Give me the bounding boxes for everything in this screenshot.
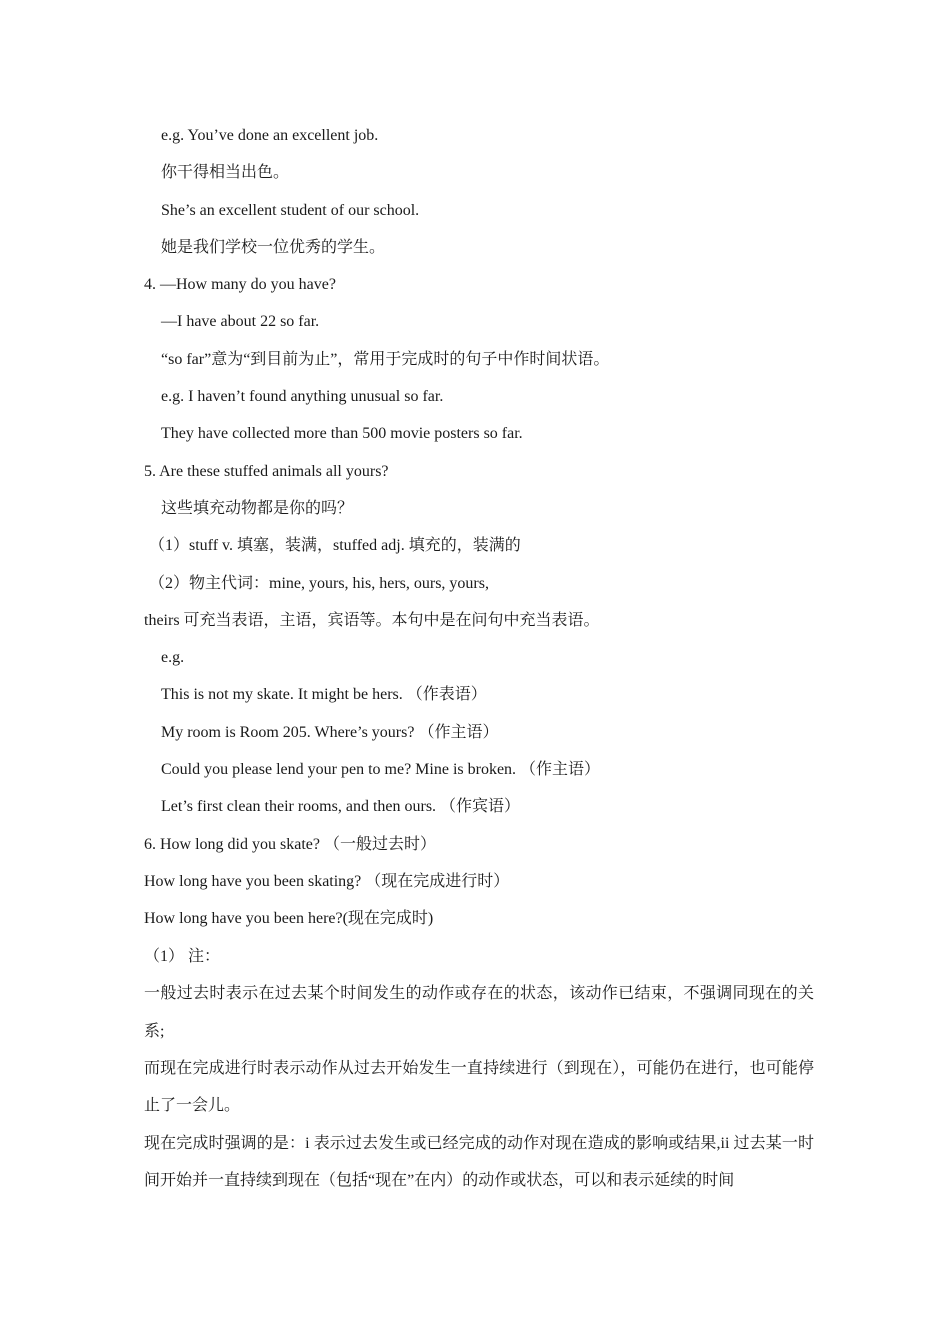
example-line: Could you please lend your pen to me? Mine is broken. （作主语）	[161, 761, 601, 779]
section-heading-5: 5. Are these stuffed animals all yours?	[144, 462, 389, 480]
section-heading-6: 6. How long did you skate? （一般过去时）	[144, 835, 436, 853]
paragraph: 现在完成时强调的是：i 表示过去发生或已经完成的动作对现在造成的影响或结果,ii 过去某一时间开始并一直持续到现在（包括“现在”在内）的动作或状态，可以和表示延续的时间	[144, 1134, 814, 1189]
paragraph: 一般过去时表示在过去某个时间发生的动作或存在的状态，该动作已结束，不强调同现在的关系;	[144, 985, 814, 1040]
example-label: e.g.	[161, 649, 185, 667]
dialogue-line: —I have about 22 so far.	[161, 313, 320, 331]
example-line: She’s an excellent student of our school.	[161, 201, 420, 219]
example-line: How long have you been skating? （现在完成进行时）	[144, 872, 510, 890]
explanation-line: theirs 可充当表语，主语，宾语等。本句中是在问句中充当表语。	[144, 611, 600, 629]
translation-line: 你干得相当出色。	[161, 164, 290, 182]
translation-line: 这些填充动物都是你的吗？	[161, 499, 354, 517]
translation-line: 她是我们学校一位优秀的学生。	[161, 238, 386, 256]
paragraph: 而现在完成进行时表示动作从过去开始发生一直持续进行（到现在），可能仍在进行，也可能停止了一会儿。	[144, 1059, 814, 1115]
note-line: （2）物主代词：mine, yours, his, hers, ours, yours,	[149, 574, 489, 592]
document-page	[144, 124, 814, 1206]
example-line: My room is Room 205. Where’s yours? （作主语）	[161, 723, 499, 741]
explanation-line: “so far”意为“到目前为止”，常用于完成时的句子中作时间状语。	[161, 350, 610, 368]
note-heading: （1） 注：	[144, 947, 221, 965]
example-line: This is not my skate. It might be hers. （作表语）	[161, 686, 487, 704]
example-line: How long have you been here?(现在完成时)	[144, 910, 434, 928]
example-line: They have collected more than 500 movie posters so far.	[161, 425, 523, 443]
example-line: e.g. You’ve done an excellent job.	[161, 127, 379, 144]
example-line: Let’s first clean their rooms, and then ours. （作宾语）	[161, 798, 521, 816]
example-line: e.g. I haven’t found anything unusual so far.	[161, 388, 444, 406]
note-line: （1）stuff v. 填塞，装满，stuffed adj. 填充的，装满的	[149, 537, 521, 555]
section-heading-4: 4. —How many do you have?	[144, 276, 336, 294]
